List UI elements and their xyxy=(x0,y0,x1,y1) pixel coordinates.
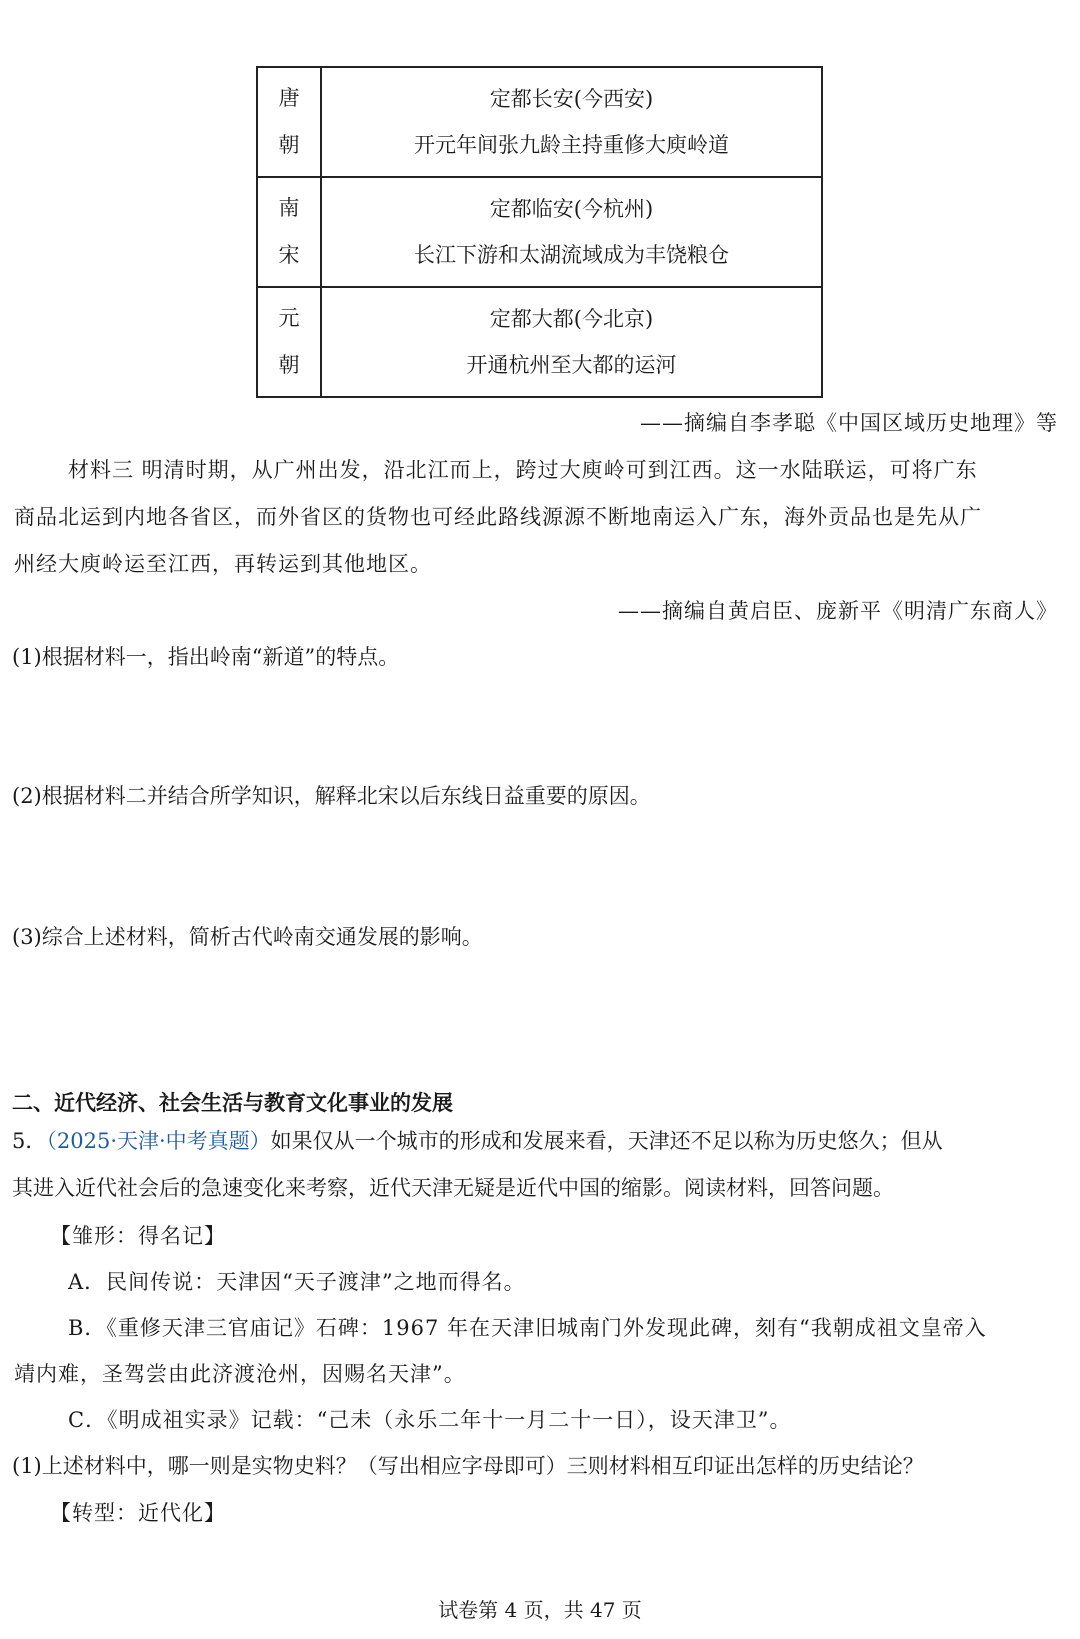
era-cell xyxy=(257,287,321,397)
info-cell xyxy=(321,177,822,287)
info-line: 开元年间张九龄主持重修大庾岭道 xyxy=(414,133,729,157)
era-char: 朝 xyxy=(278,353,300,377)
info-line: 长江下游和太湖流域成为丰饶粮仓 xyxy=(414,243,729,267)
page-footer: 试卷第 4 页，共 47 页 xyxy=(438,1598,642,1622)
material3-source: ——摘编自黄启臣、庞新平《明清广东商人》 xyxy=(618,599,1058,623)
subsection-title: 【雏形：得名记】 xyxy=(50,1224,226,1248)
info-line: 定都临安(今杭州) xyxy=(489,197,654,221)
era-char: 南 xyxy=(278,196,300,220)
section-heading: 二、近代经济、社会生活与教育文化事业的发展 xyxy=(12,1090,453,1115)
info-line: 开通杭州至大都的运河 xyxy=(466,353,677,377)
question-3: (3)综合上述材料，简析古代岭南交通发展的影响。 xyxy=(12,925,483,949)
material3-line-1: 材料三 明清时期，从广州出发，沿北江而上，跨过大庾岭可到江西。这一水陆联运，可将广东 xyxy=(68,458,978,482)
question-2: (2)根据材料二并结合所学知识，解释北宋以后东线日益重要的原因。 xyxy=(12,784,651,808)
era-cell xyxy=(257,67,321,177)
era-char: 朝 xyxy=(278,133,300,157)
subsection-title-2: 【转型：近代化】 xyxy=(50,1501,226,1525)
question-number: 5． xyxy=(12,1129,47,1153)
info-line: 定都长安(今西安) xyxy=(489,87,654,111)
material3-line-3: 州经大庾岭运至江西，再转运到其他地区。 xyxy=(14,552,432,576)
item-b-line-1: B．《重修天津三官庙记》石碑：1967 年在天津旧城南门外发现此碑，刻有“我朝成祖文皇帝入 xyxy=(68,1316,987,1340)
question-5-line-1 xyxy=(12,1126,943,1156)
info-cell xyxy=(321,287,822,397)
item-c: C．《明成祖实录》记载：“己未（永乐二年十一月二十一日），设天津卫”。 xyxy=(68,1408,792,1432)
table-row xyxy=(257,287,822,397)
sub-question-1: (1)上述材料中，哪一则是实物史料？（写出相应字母即可）三则材料相互印证出怎样的历史结论？ xyxy=(12,1454,924,1478)
table-row xyxy=(257,67,822,177)
info-cell xyxy=(321,67,822,177)
era-cell xyxy=(257,177,321,287)
question-text: 如果仅从一个城市的形成和发展来看，天津还不足以称为历史悠久；但从 xyxy=(270,1129,943,1153)
table-row xyxy=(257,177,822,287)
question-5-line-2: 其进入近代社会后的急速变化来考察，近代天津无疑是近代中国的缩影。阅读材料，回答问题。 xyxy=(12,1176,894,1200)
dynasty-table xyxy=(256,66,823,398)
question-1: (1)根据材料一，指出岭南“新道”的特点。 xyxy=(12,645,400,669)
table-source: ——摘编自李孝聪《中国区域历史地理》等 xyxy=(640,411,1058,435)
item-a: A．民间传说：天津因“天子渡津”之地而得名。 xyxy=(68,1270,526,1294)
source-tag-link[interactable]: （2025·天津·中考真题） xyxy=(46,1129,271,1153)
era-char: 唐 xyxy=(278,86,300,110)
material3-line-2: 商品北运到内地各省区，而外省区的货物也可经此路线源源不断地南运入广东，海外贡品也是先从广 xyxy=(14,505,982,529)
info-line: 定都大都(今北京) xyxy=(489,307,654,331)
era-char: 元 xyxy=(278,306,300,330)
item-b-line-2: 靖内难，圣驾尝由此济渡沧州，因赐名天津”。 xyxy=(14,1362,466,1386)
era-char: 宋 xyxy=(278,243,300,267)
